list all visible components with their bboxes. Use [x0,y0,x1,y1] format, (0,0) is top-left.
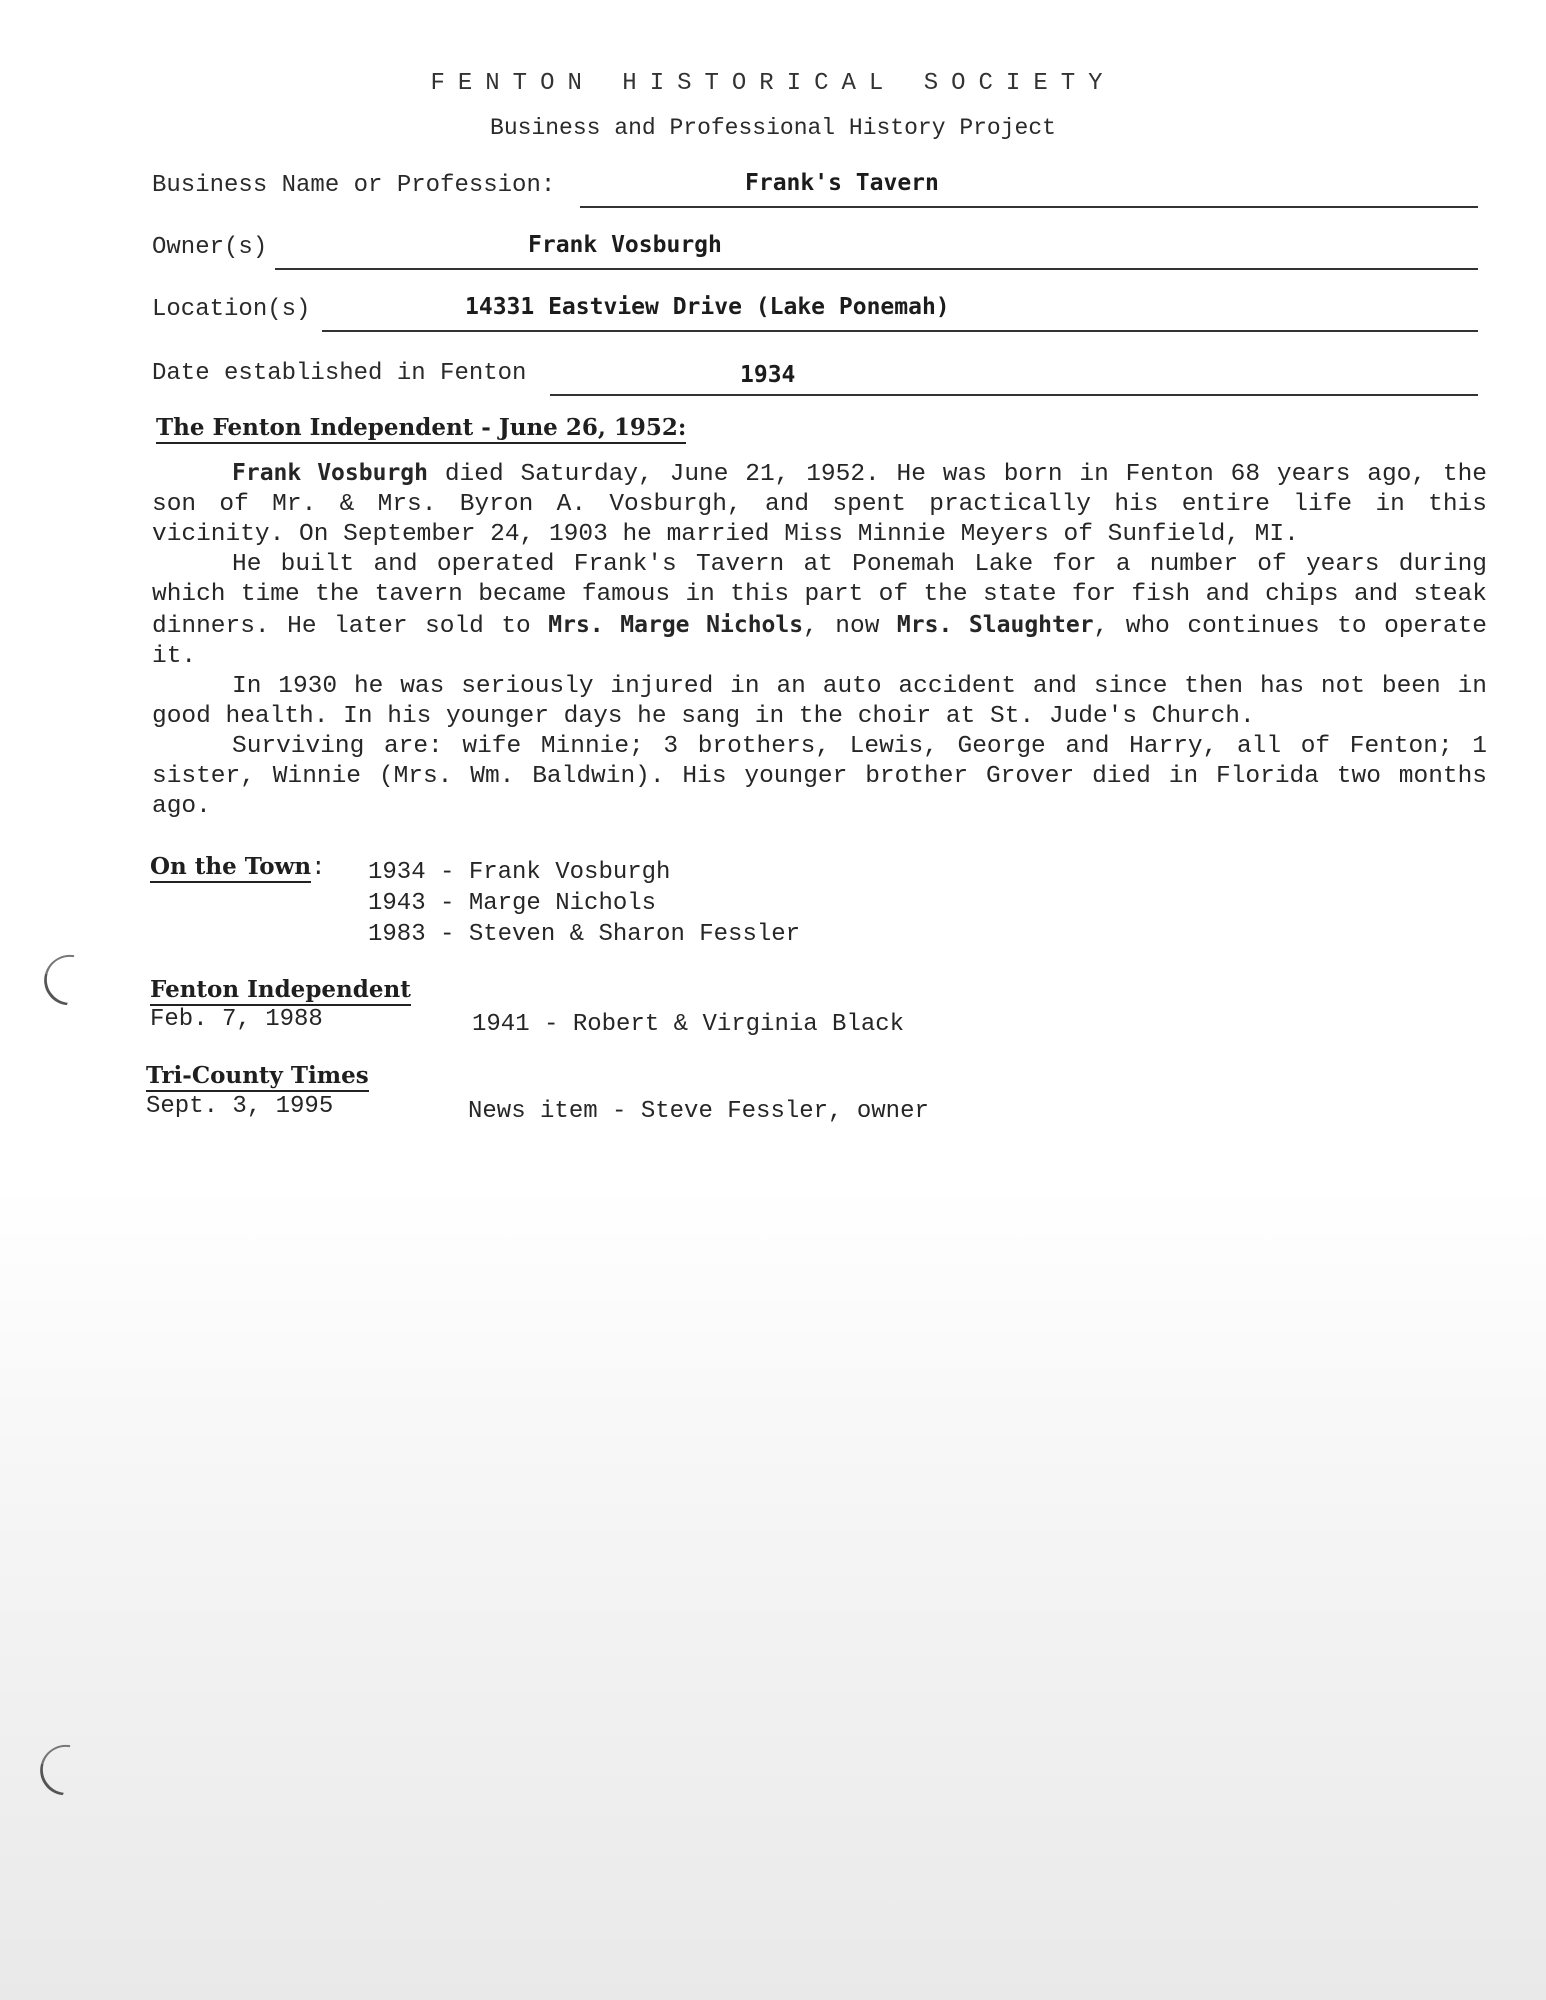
date-label: Date established in Fenton [152,360,527,387]
article-text: died Saturday, June 21, 1952. He was born in Fenton 68 years ago, the son of Mr. & Mrs. Byron A. Vosburgh, and spent practically his entire life in this vicinity. On September 24, 1903 he married Miss Minnie Meyers of Sunfield, MI. [152,461,1487,548]
on-the-town-list [368,857,800,950]
on-the-town-heading-group [150,853,326,882]
article-text: , who continues to operate it. [152,613,1488,670]
article-paragraph [152,458,1487,550]
list-item: 1983 - Steven & Sharon Fessler [368,921,801,948]
article-text: He built and operated Frank's Tavern at Ponemah Lake for a number of years during which time the tavern became famous in this part of the state for fish and chips and steak dinners. He later sold to [152,551,1487,640]
article-heading: The Fenton Independent - June 26, 1952: [156,414,686,444]
business-underline [580,206,1478,208]
punch-hole-mark [34,945,104,1015]
on-the-town-heading: On the Town [150,853,311,883]
date-value: 1934 [740,362,796,388]
list-item: 1934 - Frank Vosburgh [368,859,671,886]
article-name-bold: Frank Vosburgh [232,460,428,486]
owner-label: Owner(s) [152,234,268,261]
article-paragraph [152,550,1487,672]
tri-county-heading: Tri-County Times [146,1062,369,1092]
on-the-town-colon: : [311,855,326,882]
location-underline [322,330,1478,332]
tri-county-entry: News item - Steve Fessler, owner [468,1098,929,1125]
project-subtitle: Business and Professional History Project [490,115,1056,141]
fenton-independent-date: Feb. 7, 1988 [150,1006,323,1033]
owner-underline [275,268,1478,270]
fenton-independent-heading: Fenton Independent [150,976,411,1006]
business-label: Business Name or Profession: [152,172,556,199]
fenton-independent-entry: 1941 - Robert & Virginia Black [472,1011,905,1038]
article-text: , now [803,613,897,640]
scan-noise [0,1180,1546,2000]
location-value: 14331 Eastview Drive (Lake Ponemah) [465,294,950,320]
date-underline [550,394,1478,396]
punch-hole-mark [30,1735,100,1805]
tri-county-date: Sept. 3, 1995 [146,1093,334,1120]
article-paragraph: In 1930 he was seriously injured in an auto accident and since then has not been in good health. In his younger days he sang in the choir at St. Jude's Church. [152,673,1487,730]
owner-value: Frank Vosburgh [528,232,722,258]
article-body [152,458,1487,822]
article-paragraph: Surviving are: wife Minnie; 3 brothers, Lewis, George and Harry, all of Fenton; 1 sister, Winnie (Mrs. Wm. Baldwin). His younger brother Grover died in Florida two months ago. [152,733,1487,820]
list-item: 1943 - Marge Nichols [368,890,657,917]
business-value: Frank's Tavern [745,170,939,196]
society-title: FENTON HISTORICAL SOCIETY [430,70,1116,97]
article-name-bold: Mrs. Slaughter [896,612,1094,638]
article-name-bold: Mrs. Marge Nichols [548,612,804,638]
location-label: Location(s) [152,296,311,323]
